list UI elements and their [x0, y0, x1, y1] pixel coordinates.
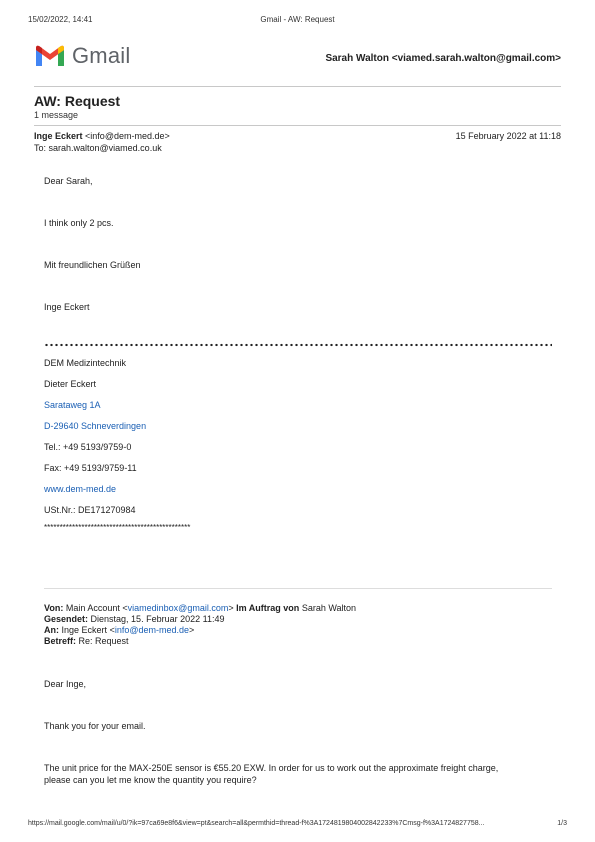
message-from	[34, 131, 170, 141]
von-label: Von:	[44, 603, 64, 613]
quoted-gesendet	[44, 614, 224, 624]
sender-email: <info@dem-med.de>	[85, 131, 170, 141]
sig-tel: Tel.: +49 5193/9759-0	[44, 442, 132, 452]
message-date: 15 February 2022 at 11:18	[455, 131, 561, 141]
sig-company: DEM Medizintechnik	[44, 358, 127, 368]
betreff-label: Betreff:	[44, 636, 77, 646]
quoted-para-line-2: please can you let me know the quantity you require?	[44, 775, 257, 785]
von-name: Main Account	[65, 603, 120, 613]
von-email-link[interactable]: viamedinbox@gmail.com	[127, 603, 229, 613]
im-auftrag-label: Im Auftrag von	[236, 603, 300, 613]
message-count: 1 message	[34, 110, 79, 120]
gesendet-label: Gesendet:	[44, 614, 89, 624]
sig-vat: USt.Nr.: DE171270984	[44, 505, 136, 515]
quoted-an	[44, 625, 194, 635]
thread-subject: AW: Request	[34, 93, 121, 109]
von-email-wrap: <viamedinbox@gmail.com>	[122, 603, 234, 613]
an-email-wrap: <info@dem-med.de>	[109, 625, 195, 635]
message-to: To: sarah.walton@viamed.co.uk	[34, 143, 162, 153]
quoted-para-line-1: The unit price for the MAX-250E sensor is €55.20 EXW. In order for us to work out the approximate freight charge,	[44, 763, 499, 773]
im-auftrag-name: Sarah Walton	[301, 603, 357, 613]
signoff: Inge Eckert	[44, 302, 90, 312]
sig-city-link[interactable]: D-29640 Schneverdingen	[44, 421, 147, 431]
quoted-divider	[44, 588, 552, 589]
quoted-von	[44, 603, 356, 613]
print-footer-url: https://mail.google.com/mail/u/0/?ik=97ca69e8f6&view=pt&search=all&permthid=thread-f%3A1724819804002842233%7Cmsg-f%3A1724827758...	[28, 820, 485, 827]
print-title: Gmail - AW: Request	[260, 15, 335, 24]
sig-web-link[interactable]: www.dem-med.de	[44, 484, 117, 494]
closing: Mit freundlichen Grüßen	[44, 260, 141, 270]
signature-dotted-separator	[44, 343, 552, 347]
an-label: An:	[44, 625, 59, 635]
sig-fax: Fax: +49 5193/9759-11	[44, 463, 137, 473]
an-name: Inge Eckert	[61, 625, 108, 635]
header-divider	[34, 86, 561, 87]
subject-divider	[34, 125, 561, 126]
quoted-greeting: Dear Inge,	[44, 679, 87, 689]
gmail-wordmark: Gmail	[72, 43, 131, 68]
sig-street-link[interactable]: Sarataweg 1A	[44, 400, 101, 410]
account-identity: Sarah Walton <viamed.sarah.walton@gmail.com>	[325, 53, 561, 64]
print-page-number: 1/3	[557, 820, 567, 827]
body-line: I think only 2 pcs.	[44, 218, 114, 228]
quoted-betreff	[44, 636, 129, 646]
greeting: Dear Sarah,	[44, 176, 93, 186]
sig-person: Dieter Eckert	[44, 379, 97, 389]
gesendet-value: Dienstag, 15. Februar 2022 11:49	[90, 614, 225, 624]
quoted-thanks: Thank you for your email.	[44, 721, 146, 731]
gmail-logo-icon	[34, 44, 66, 68]
sender-name: Inge Eckert	[34, 131, 83, 141]
sig-stars: ***********************************************	[44, 523, 191, 532]
an-email-link[interactable]: info@dem-med.de	[114, 625, 189, 635]
print-datetime: 15/02/2022, 14:41	[28, 15, 93, 24]
betreff-value: Re: Request	[78, 636, 129, 646]
